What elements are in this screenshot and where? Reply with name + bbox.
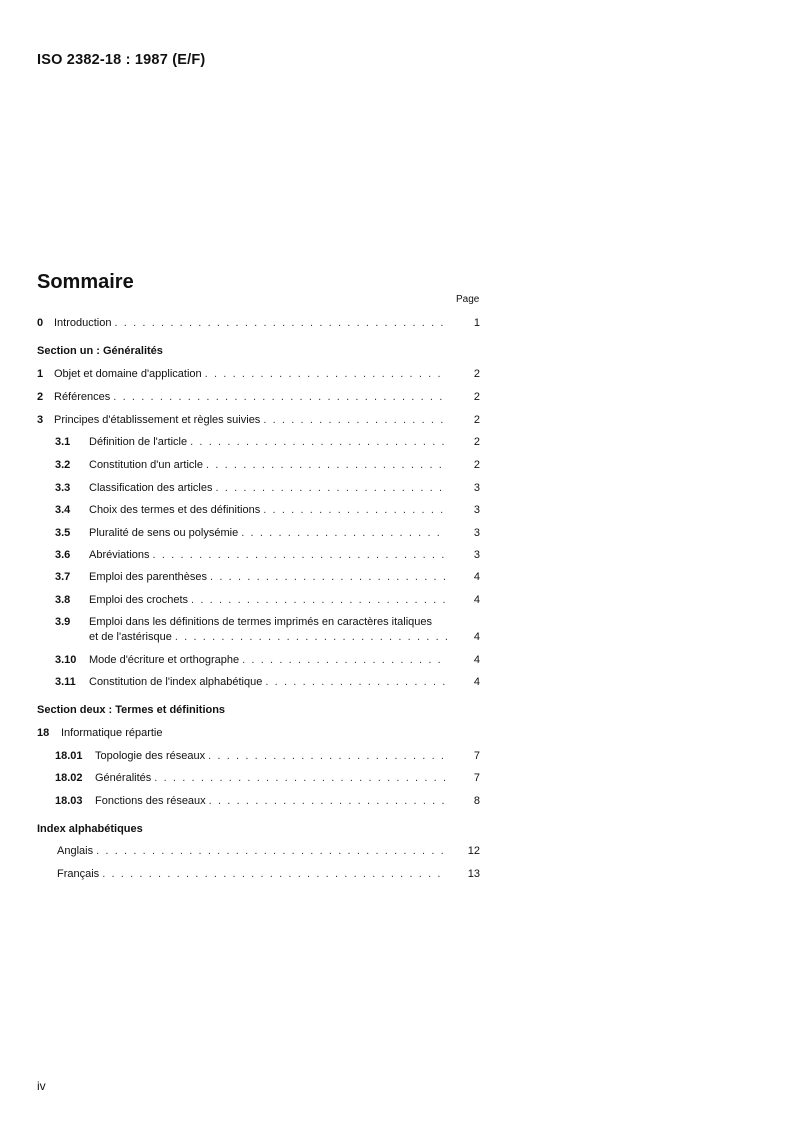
leader-dots: [190, 436, 447, 449]
toc-entry-3-8[interactable]: [55, 593, 480, 607]
toc-entry-number: 3.11: [55, 676, 76, 688]
leader-dots: [216, 482, 448, 495]
toc-entry-title: Fonctions des réseaux: [95, 795, 206, 807]
toc-entry-introduction[interactable]: [37, 316, 480, 330]
toc-entry-page: 4: [473, 631, 480, 643]
leader-dots: [208, 750, 447, 763]
toc-entry-18[interactable]: [37, 726, 163, 740]
toc-entry-page: 4: [473, 571, 480, 583]
toc-entry-page: 4: [473, 676, 480, 688]
toc-entry-page: 7: [473, 772, 480, 784]
toc-entry-title: Introduction: [54, 317, 112, 329]
toc-entry-francais[interactable]: [57, 867, 480, 881]
leader-dots: [205, 368, 447, 381]
toc-entry-3-1[interactable]: [55, 435, 480, 449]
toc-entry-title: Constitution d'un article: [89, 459, 203, 471]
toc-entry-title: Informatique répartie: [61, 727, 163, 739]
toc-entry-title: Références: [54, 391, 111, 403]
toc-entry-title: Principes d'établissement et règles suivies: [54, 414, 261, 426]
leader-dots: [265, 676, 447, 689]
toc-entry-18-01[interactable]: [55, 749, 480, 763]
toc-entry-title: Généralités: [95, 772, 152, 784]
section-heading-un: Section un : Généralités: [37, 345, 163, 357]
leader-dots: [96, 845, 447, 858]
toc-entry-number: 3.2: [55, 459, 71, 471]
toc-entry-title: Français: [57, 868, 100, 880]
toc-entry-title-continued: et de l'astérisque: [89, 631, 172, 643]
toc-entry-page: 3: [473, 549, 480, 561]
leader-dots: [114, 317, 447, 330]
toc-entry-number: 3.5: [55, 527, 71, 539]
toc-entry-page: 13: [467, 868, 480, 880]
page-title: Sommaire: [37, 271, 134, 293]
toc-entry-number: 18: [37, 727, 50, 739]
toc-entry-number: 3.8: [55, 594, 71, 606]
leader-dots: [102, 868, 447, 881]
toc-entry-number: 2: [37, 391, 44, 403]
leader-dots: [241, 527, 447, 540]
leader-dots: [210, 571, 447, 584]
toc-entry-anglais[interactable]: [57, 844, 480, 858]
toc-entry-3-9-line2[interactable]: [89, 630, 480, 644]
toc-entry-number: 18.03: [55, 795, 83, 807]
toc-entry-title: Topologie des réseaux: [95, 750, 206, 762]
toc-entry-page: 7: [473, 750, 480, 762]
document-header: ISO 2382-18 : 1987 (E/F): [37, 52, 206, 68]
toc-entry-number: 3.7: [55, 571, 71, 583]
toc-entry-number: 18.02: [55, 772, 83, 784]
toc-entry-number: 3.3: [55, 482, 71, 494]
toc-entry-3-6[interactable]: [55, 548, 480, 562]
toc-entry-title: Emploi des crochets: [89, 594, 189, 606]
toc-entry-page: 4: [473, 594, 480, 606]
toc-entry-page: 2: [473, 414, 480, 426]
toc-entry-number: 18.01: [55, 750, 83, 762]
leader-dots: [191, 594, 447, 607]
toc-entry-title: Constitution de l'index alphabétique: [89, 676, 263, 688]
toc-entry-3-11[interactable]: [55, 675, 480, 689]
toc-entry-references[interactable]: [37, 390, 480, 404]
toc-entry-title: Objet et domaine d'application: [54, 368, 202, 380]
toc-entry-3-7[interactable]: [55, 570, 480, 584]
toc-entry-3-3[interactable]: [55, 481, 480, 495]
leader-dots: [263, 504, 447, 517]
toc-entry-3-9-line1[interactable]: [55, 615, 432, 629]
toc-entry-page: 12: [467, 845, 480, 857]
toc-entry-3-2[interactable]: [55, 458, 480, 472]
toc-entry-title: Emploi des parenthèses: [89, 571, 208, 583]
toc-entry-objet[interactable]: [37, 367, 480, 381]
toc-entry-number: 3.4: [55, 504, 71, 516]
toc-entry-title: Définition de l'article: [89, 436, 188, 448]
toc-entry-18-03[interactable]: [55, 794, 480, 808]
toc-entry-page: 2: [473, 459, 480, 471]
toc-entry-title: Emploi dans les définitions de termes imprimés en caractères italiques: [89, 616, 432, 628]
toc-entry-number: 0: [37, 317, 44, 329]
toc-entry-principes[interactable]: [37, 413, 480, 427]
toc-entry-title: Choix des termes et des définitions: [89, 504, 261, 516]
section-heading-deux: Section deux : Termes et définitions: [37, 704, 226, 716]
toc-entry-page: 8: [473, 795, 480, 807]
toc-entry-title: Pluralité de sens ou polysémie: [89, 527, 239, 539]
toc-entry-page: 1: [473, 317, 480, 329]
toc-entry-page: 4: [473, 654, 480, 666]
toc-entry-3-10[interactable]: [55, 653, 480, 667]
toc-entry-18-02[interactable]: [55, 771, 480, 785]
toc-entry-number: 3.6: [55, 549, 71, 561]
toc-entry-page: 3: [473, 504, 480, 516]
toc-entry-page: 3: [473, 527, 480, 539]
leader-dots: [242, 654, 447, 667]
toc-entry-number: 1: [37, 368, 44, 380]
toc-entry-title: Anglais: [57, 845, 94, 857]
section-heading-index: Index alphabétiques: [37, 823, 143, 835]
leader-dots: [153, 549, 447, 562]
page-number: iv: [37, 1079, 46, 1093]
toc-entry-title: Abréviations: [89, 549, 150, 561]
toc-entry-page: 2: [473, 368, 480, 380]
leader-dots: [263, 414, 447, 427]
toc-entry-3-4[interactable]: [55, 503, 480, 517]
leader-dots: [113, 391, 447, 404]
toc-entry-number: 3: [37, 414, 44, 426]
leader-dots: [209, 795, 447, 808]
toc-entry-number: 3.10: [55, 654, 77, 666]
leader-dots: [154, 772, 447, 785]
leader-dots: [175, 631, 447, 644]
toc-entry-title: Classification des articles: [89, 482, 213, 494]
leader-dots: [206, 459, 447, 472]
toc-entry-page: 2: [473, 391, 480, 403]
toc-entry-3-5[interactable]: [55, 526, 480, 540]
toc-entry-page: 2: [473, 436, 480, 448]
toc-entry-number: 3.1: [55, 436, 71, 448]
toc-entry-title: Mode d'écriture et orthographe: [89, 654, 240, 666]
toc-entry-page: 3: [473, 482, 480, 494]
page-column-label: Page: [456, 294, 480, 305]
toc-entry-number: 3.9: [55, 616, 71, 628]
